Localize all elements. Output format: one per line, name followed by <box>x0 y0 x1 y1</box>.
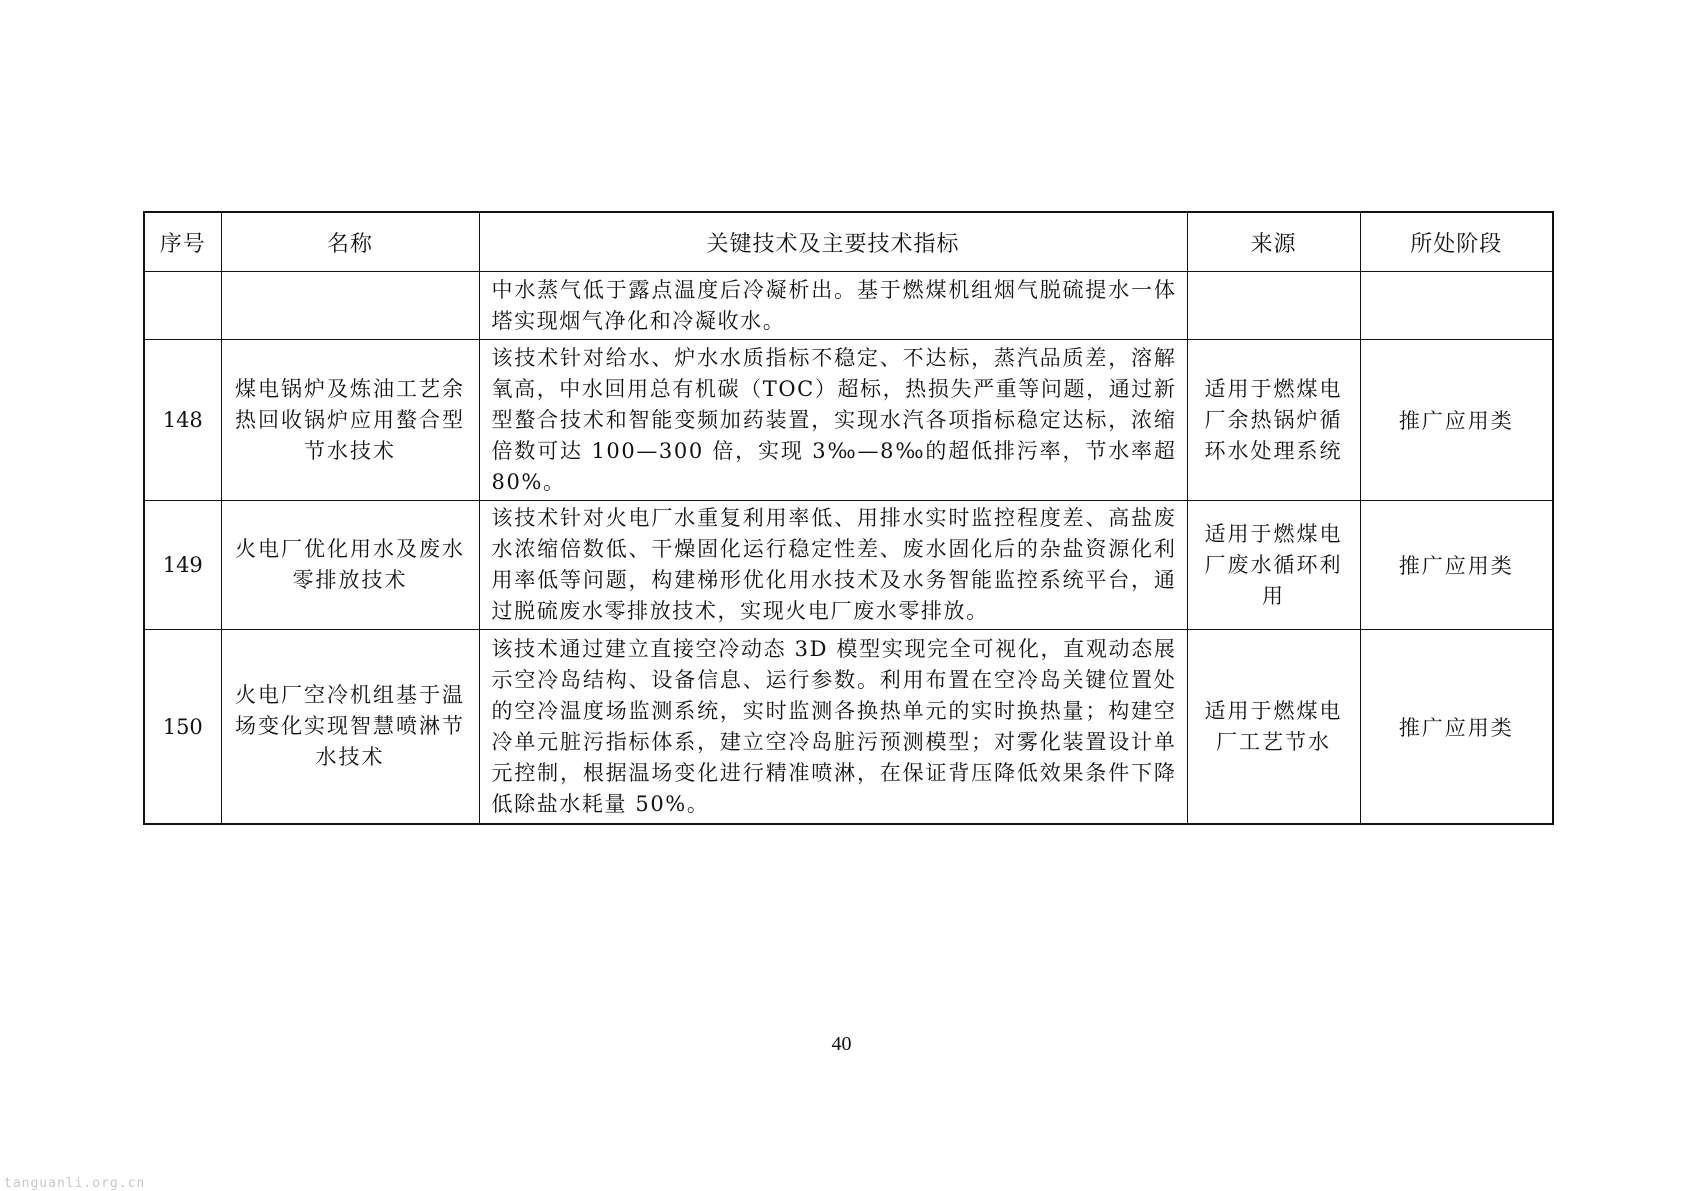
cell-source: 适用于燃煤电厂工艺节水 <box>1187 630 1360 825</box>
cell-num <box>144 272 221 340</box>
cell-key-tech: 该技术针对火电厂水重复利用率低、用排水实时监控程度差、高盐废水浓缩倍数低、干燥固化运行稳定性差、废水固化后的杂盐资源化利用率低等问题，构建梯形优化用水技术及水务智能监控系统平台，通过脱硫废水零排放技术，实现火电厂废水零排放。 <box>479 501 1187 630</box>
header-key-tech: 关键技术及主要技术指标 <box>479 212 1187 272</box>
cell-name: 火电厂优化用水及废水零排放技术 <box>221 501 479 630</box>
table-header <box>144 212 1553 272</box>
cell-source: 适用于燃煤电厂废水循环利用 <box>1187 501 1360 630</box>
table-row <box>144 340 1553 501</box>
table-row <box>144 630 1553 825</box>
cell-stage <box>1360 272 1553 340</box>
header-num: 序号 <box>144 212 221 272</box>
header-source: 来源 <box>1187 212 1360 272</box>
header-row <box>144 212 1553 272</box>
cell-stage: 推广应用类 <box>1360 340 1553 501</box>
table-body <box>144 272 1553 825</box>
header-stage: 所处阶段 <box>1360 212 1553 272</box>
technology-table <box>143 211 1554 825</box>
watermark: tanguanli.org.cn <box>4 1176 146 1191</box>
cell-key-tech: 中水蒸气低于露点温度后冷凝析出。基于燃煤机组烟气脱硫提水一体塔实现烟气净化和冷凝收水。 <box>479 272 1187 340</box>
cell-num: 150 <box>144 630 221 825</box>
cell-stage: 推广应用类 <box>1360 630 1553 825</box>
cell-num: 149 <box>144 501 221 630</box>
cell-key-tech: 该技术针对给水、炉水水质指标不稳定、不达标，蒸汽品质差，溶解氧高，中水回用总有机碳（TOC）超标，热损失严重等问题，通过新型螯合技术和智能变频加药装置，实现水汽各项指标稳定达标，浓缩倍数可达 100—300 倍，实现 3‰—8‰的超低排污率，节水率超 80%。 <box>479 340 1187 501</box>
page-number: 40 <box>831 1033 852 1055</box>
cell-key-tech: 该技术通过建立直接空冷动态 3D 模型实现完全可视化，直观动态展示空冷岛结构、设备信息、运行参数。利用布置在空冷岛关键位置处的空冷温度场监测系统，实时监测各换热单元的实时换热量；构建空冷单元脏污指标体系，建立空冷岛脏污预测模型；对雾化装置设计单元控制，根据温场变化进行精准喷淋，在保证背压降低效果条件下降低除盐水耗量 50%。 <box>479 630 1187 825</box>
header-name: 名称 <box>221 212 479 272</box>
table-row-continuation <box>144 272 1553 340</box>
table-row <box>144 501 1553 630</box>
cell-source <box>1187 272 1360 340</box>
cell-source: 适用于燃煤电厂余热锅炉循环水处理系统 <box>1187 340 1360 501</box>
cell-num: 148 <box>144 340 221 501</box>
cell-stage: 推广应用类 <box>1360 501 1553 630</box>
cell-name <box>221 272 479 340</box>
cell-name: 火电厂空冷机组基于温场变化实现智慧喷淋节水技术 <box>221 630 479 825</box>
cell-name: 煤电锅炉及炼油工艺余热回收锅炉应用螯合型节水技术 <box>221 340 479 501</box>
